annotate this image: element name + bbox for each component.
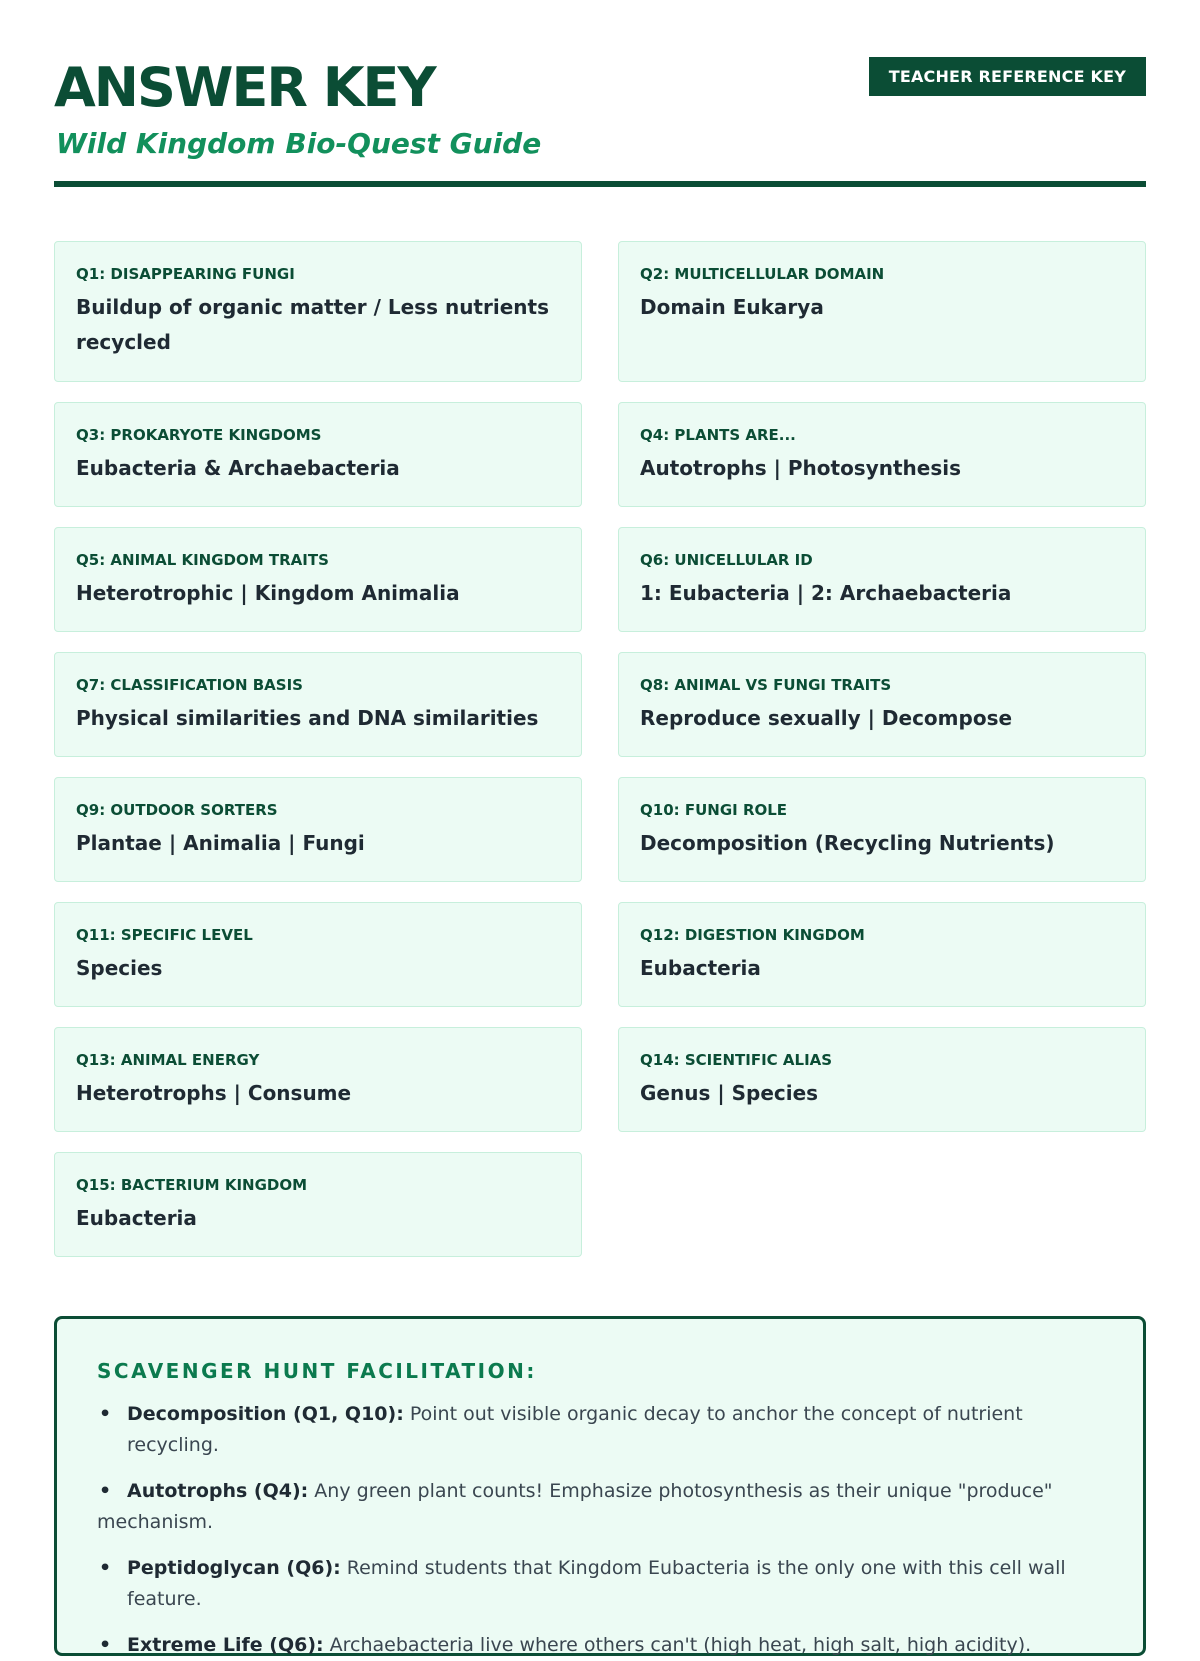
page-subtitle: Wild Kingdom Bio-Quest Guide: [56, 127, 542, 160]
answer-card-q11: [54, 902, 582, 1007]
answer-text: Eubacteria: [640, 956, 761, 980]
answer-card-q12: [618, 902, 1146, 1007]
bullet-icon: •: [99, 1403, 112, 1425]
answer-key-page: [54, 0, 1146, 1656]
answer-card-q13: [54, 1027, 582, 1132]
answer-card-q6: [618, 527, 1146, 632]
question-label: Q5: ANIMAL KINGDOM TRAITS: [76, 551, 329, 569]
facilitation-text: Any green plant counts! Emphasize photosynthesis as their unique "produce" mechanism.: [97, 1480, 1053, 1533]
answer-card-q7: [54, 652, 582, 757]
facilitation-term: Peptidoglycan (Q6):: [127, 1557, 341, 1579]
facilitation-item: [97, 1630, 1103, 1661]
question-label: Q3: PROKARYOTE KINGDOMS: [76, 426, 322, 444]
answer-text: Heterotrophic | Kingdom Animalia: [76, 581, 460, 605]
answer-text: Domain Eukarya: [640, 295, 824, 319]
facilitation-text: Archaebacteria live where others can't (high heat, high salt, high acidity).: [323, 1634, 1032, 1656]
question-label: Q9: OUTDOOR SORTERS: [76, 801, 278, 819]
answer-card-q15: [54, 1152, 582, 1257]
bullet-icon: •: [99, 1634, 112, 1656]
answer-text: Reproduce sexually | Decompose: [640, 706, 1013, 730]
answer-card-q10: [618, 777, 1146, 882]
answer-text: 1: Eubacteria | 2: Archaebacteria: [640, 581, 1012, 605]
header-divider: [54, 181, 1146, 187]
answer-text: Physical similarities and DNA similarities: [76, 706, 539, 730]
facilitation-notes-box: [54, 1316, 1146, 1656]
answer-text: Species: [76, 956, 163, 980]
facilitation-heading: SCAVENGER HUNT FACILITATION:: [97, 1359, 537, 1383]
answer-text: Genus | Species: [640, 1081, 819, 1105]
teacher-reference-badge: TEACHER REFERENCE KEY: [869, 57, 1146, 96]
page-title: ANSWER KEY: [54, 56, 435, 119]
answer-card-q3: [54, 402, 582, 507]
bullet-icon: •: [99, 1480, 112, 1502]
question-label: Q10: FUNGI ROLE: [640, 801, 788, 819]
answer-text: Heterotrophs | Consume: [76, 1081, 352, 1105]
answer-text: Plantae | Animalia | Fungi: [76, 831, 365, 855]
facilitation-term: Extreme Life (Q6):: [127, 1634, 324, 1656]
facilitation-term: Decomposition (Q1, Q10):: [127, 1403, 404, 1425]
question-label: Q14: SCIENTIFIC ALIAS: [640, 1051, 833, 1069]
facilitation-text: Remind students that Kingdom Eubacteria is the only one with this cell wall feature.: [127, 1557, 1066, 1610]
question-label: Q11: SPECIFIC LEVEL: [76, 926, 253, 944]
answer-card-q1: [54, 241, 582, 382]
answer-card-q14: [618, 1027, 1146, 1132]
facilitation-term: Autotrophs (Q4):: [127, 1480, 309, 1502]
facilitation-item: [97, 1476, 1103, 1538]
question-label: Q13: ANIMAL ENERGY: [76, 1051, 260, 1069]
question-label: Q7: CLASSIFICATION BASIS: [76, 676, 303, 694]
answer-text: Decomposition (Recycling Nutrients): [640, 831, 1055, 855]
facilitation-text: Point out visible organic decay to anchor the concept of nutrient recycling.: [127, 1403, 1023, 1456]
answer-grid: [54, 241, 1146, 1257]
answer-text: Autotrophs | Photosynthesis: [640, 456, 962, 480]
answer-card-q2: [618, 241, 1146, 382]
question-label: Q4: PLANTS ARE...: [640, 426, 796, 444]
answer-card-q5: [54, 527, 582, 632]
question-label: Q15: BACTERIUM KINGDOM: [76, 1176, 308, 1194]
page-header: [54, 0, 1146, 190]
answer-card-q4: [618, 402, 1146, 507]
question-label: Q1: DISAPPEARING FUNGI: [76, 265, 295, 283]
facilitation-list: [97, 1399, 1103, 1661]
answer-text: Buildup of organic matter / Less nutrients recycled: [76, 295, 549, 354]
facilitation-item: [97, 1399, 1103, 1461]
question-label: Q8: ANIMAL VS FUNGI TRAITS: [640, 676, 892, 694]
question-label: Q12: DIGESTION KINGDOM: [640, 926, 865, 944]
question-label: Q6: UNICELLULAR ID: [640, 551, 813, 569]
answer-text: Eubacteria & Archaebacteria: [76, 456, 400, 480]
answer-card-q9: [54, 777, 582, 882]
question-label: Q2: MULTICELLULAR DOMAIN: [640, 265, 885, 283]
facilitation-item: [97, 1553, 1103, 1615]
answer-text: Eubacteria: [76, 1206, 197, 1230]
answer-card-q8: [618, 652, 1146, 757]
bullet-icon: •: [99, 1557, 112, 1579]
